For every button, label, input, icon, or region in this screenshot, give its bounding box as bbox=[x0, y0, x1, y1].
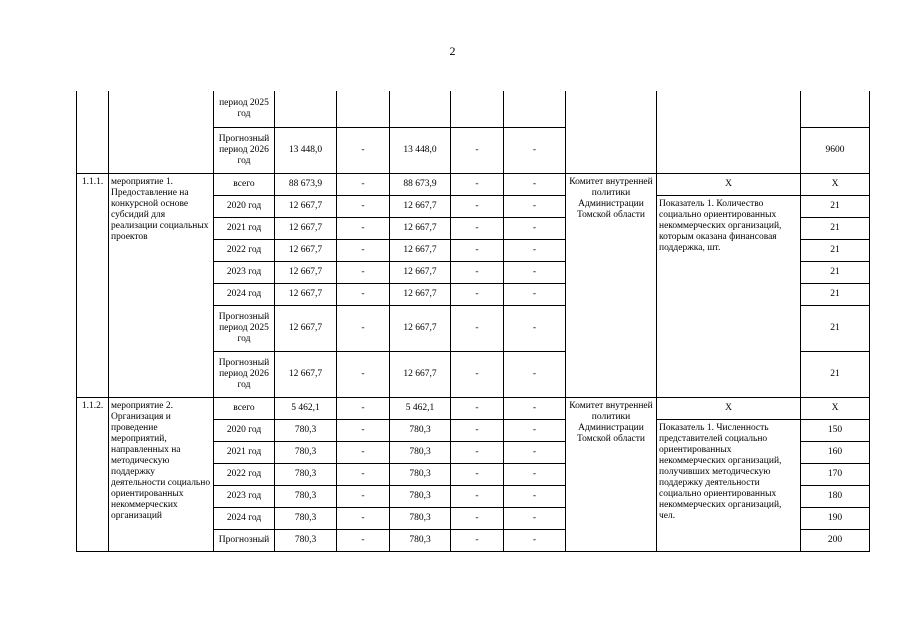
cell-executor: Комитет внутренней политики Администрации Томской области bbox=[566, 173, 657, 397]
cell-target: 190 bbox=[801, 507, 870, 529]
cell-other: - bbox=[504, 441, 566, 463]
cell-other: - bbox=[504, 127, 566, 173]
cell-loc: - bbox=[451, 239, 504, 261]
cell-indicator: Показатель 1. Количество социально ориентированных некоммерческих организаций, которым оказана финансовая поддержка, шт. bbox=[657, 195, 801, 397]
cell-period: 2024 год bbox=[214, 283, 275, 305]
cell-total: 12 667,7 bbox=[275, 239, 337, 261]
cell-indicator-header: Х bbox=[657, 397, 801, 419]
cell-total: 12 667,7 bbox=[275, 305, 337, 351]
cell-total bbox=[275, 91, 337, 127]
cell-reg: 5 462,1 bbox=[390, 397, 451, 419]
cell-fed: - bbox=[337, 507, 390, 529]
cell-total: 12 667,7 bbox=[275, 217, 337, 239]
cell-reg: 780,3 bbox=[390, 463, 451, 485]
cell-other: - bbox=[504, 283, 566, 305]
cell-name: мероприятие 1. Предоставление на конкурсной основе субсидий для реализации социальных проектов bbox=[109, 173, 214, 397]
cell-period: 2022 год bbox=[214, 463, 275, 485]
cell-fed: - bbox=[337, 283, 390, 305]
cell-reg: 12 667,7 bbox=[390, 217, 451, 239]
cell-loc: - bbox=[451, 283, 504, 305]
cell-fed: - bbox=[337, 351, 390, 397]
cell-period: 2020 год bbox=[214, 419, 275, 441]
cell-period: Прогнозный bbox=[214, 529, 275, 551]
cell-target: 21 bbox=[801, 283, 870, 305]
cell-other bbox=[504, 91, 566, 127]
cell-fed: - bbox=[337, 127, 390, 173]
cell-target: 21 bbox=[801, 261, 870, 283]
cell-period: Прогнозный период 2026 год bbox=[214, 127, 275, 173]
table-row bbox=[77, 397, 870, 419]
cell-total: 780,3 bbox=[275, 529, 337, 551]
cell-target: 9600 bbox=[801, 127, 870, 173]
program-table bbox=[76, 91, 870, 552]
cell-reg: 780,3 bbox=[390, 507, 451, 529]
cell-loc: - bbox=[451, 507, 504, 529]
cell-total: 5 462,1 bbox=[275, 397, 337, 419]
cell-loc: - bbox=[451, 463, 504, 485]
cell-other: - bbox=[504, 217, 566, 239]
cell-target: 21 bbox=[801, 195, 870, 217]
cell-period: 2023 год bbox=[214, 261, 275, 283]
cell-period: Прогнозный период 2026 год bbox=[214, 351, 275, 397]
cell-period: 2021 год bbox=[214, 217, 275, 239]
cell-total: 780,3 bbox=[275, 485, 337, 507]
cell-period: всего bbox=[214, 173, 275, 195]
cell-target: Х bbox=[801, 397, 870, 419]
cell-target: 21 bbox=[801, 239, 870, 261]
cell-other: - bbox=[504, 463, 566, 485]
cell-target: 150 bbox=[801, 419, 870, 441]
cell-total: 12 667,7 bbox=[275, 195, 337, 217]
cell-other: - bbox=[504, 529, 566, 551]
cell-period: период 2025 год bbox=[214, 91, 275, 127]
cell-period: 2021 год bbox=[214, 441, 275, 463]
cell-fed: - bbox=[337, 173, 390, 195]
cell-reg: 780,3 bbox=[390, 441, 451, 463]
cell-other: - bbox=[504, 305, 566, 351]
cell-fed bbox=[337, 91, 390, 127]
cell-fed: - bbox=[337, 239, 390, 261]
cell-target: 160 bbox=[801, 441, 870, 463]
cell-loc: - bbox=[451, 217, 504, 239]
cell-other: - bbox=[504, 261, 566, 283]
cell-fed: - bbox=[337, 485, 390, 507]
cell-target bbox=[801, 91, 870, 127]
table-row bbox=[77, 173, 870, 195]
cell-period: 2024 год bbox=[214, 507, 275, 529]
cell-indicator-header: Х bbox=[657, 173, 801, 195]
cell-period: всего bbox=[214, 397, 275, 419]
cell-other: - bbox=[504, 173, 566, 195]
cell-loc: - bbox=[451, 485, 504, 507]
cell-reg: 12 667,7 bbox=[390, 239, 451, 261]
page-number: 2 bbox=[449, 44, 456, 58]
cell-indicator bbox=[657, 91, 801, 173]
cell-loc: - bbox=[451, 351, 504, 397]
cell-target: 21 bbox=[801, 351, 870, 397]
cell-loc: - bbox=[451, 173, 504, 195]
cell-reg: 780,3 bbox=[390, 529, 451, 551]
cell-total: 12 667,7 bbox=[275, 283, 337, 305]
cell-reg: 12 667,7 bbox=[390, 195, 451, 217]
cell-total: 13 448,0 bbox=[275, 127, 337, 173]
cell-num: 1.1.2. bbox=[77, 397, 109, 551]
cell-other: - bbox=[504, 397, 566, 419]
cell-loc: - bbox=[451, 305, 504, 351]
cell-total: 88 673,9 bbox=[275, 173, 337, 195]
cell-fed: - bbox=[337, 441, 390, 463]
cell-loc: - bbox=[451, 419, 504, 441]
cell-reg: 12 667,7 bbox=[390, 351, 451, 397]
cell-reg: 13 448,0 bbox=[390, 127, 451, 173]
cell-loc bbox=[451, 91, 504, 127]
cell-period: 2022 год bbox=[214, 239, 275, 261]
cell-num: 1.1.1. bbox=[77, 173, 109, 397]
cell-total: 12 667,7 bbox=[275, 351, 337, 397]
cell-fed: - bbox=[337, 305, 390, 351]
cell-target: 21 bbox=[801, 305, 870, 351]
cell-name: мероприятие 2. Организация и проведение мероприятий, направленных на методическую поддержку деятельности социально ориентированных некоммерческих организаций bbox=[109, 397, 214, 551]
cell-target: Х bbox=[801, 173, 870, 195]
cell-reg: 12 667,7 bbox=[390, 305, 451, 351]
cell-fed: - bbox=[337, 529, 390, 551]
cell-other: - bbox=[504, 419, 566, 441]
cell-fed: - bbox=[337, 397, 390, 419]
cell-reg: 780,3 bbox=[390, 485, 451, 507]
cell-executor: Комитет внутренней политики Администрации Томской области bbox=[566, 397, 657, 551]
cell-total: 780,3 bbox=[275, 419, 337, 441]
cell-period: 2023 год bbox=[214, 485, 275, 507]
cell-indicator: Показатель 1. Численность представителей социально ориентированных некоммерческих организаций, получивших методическую поддержку деятельности социально ориентированных некоммерческих организаций, чел. bbox=[657, 419, 801, 551]
cell-total: 12 667,7 bbox=[275, 261, 337, 283]
cell-total: 780,3 bbox=[275, 507, 337, 529]
cell-other: - bbox=[504, 195, 566, 217]
cell-target: 21 bbox=[801, 217, 870, 239]
cell-loc: - bbox=[451, 261, 504, 283]
cell-loc: - bbox=[451, 127, 504, 173]
cell-total: 780,3 bbox=[275, 441, 337, 463]
cell-reg: 780,3 bbox=[390, 419, 451, 441]
cell-num bbox=[77, 91, 109, 173]
cell-other: - bbox=[504, 351, 566, 397]
cell-executor bbox=[566, 91, 657, 173]
cell-target: 200 bbox=[801, 529, 870, 551]
cell-total: 780,3 bbox=[275, 463, 337, 485]
cell-fed: - bbox=[337, 261, 390, 283]
cell-loc: - bbox=[451, 397, 504, 419]
cell-other: - bbox=[504, 239, 566, 261]
cell-target: 170 bbox=[801, 463, 870, 485]
cell-fed: - bbox=[337, 217, 390, 239]
cell-fed: - bbox=[337, 463, 390, 485]
cell-reg: 88 673,9 bbox=[390, 173, 451, 195]
cell-fed: - bbox=[337, 195, 390, 217]
table-row bbox=[77, 91, 870, 127]
cell-reg: 12 667,7 bbox=[390, 283, 451, 305]
cell-loc: - bbox=[451, 529, 504, 551]
cell-reg bbox=[390, 91, 451, 127]
cell-fed: - bbox=[337, 419, 390, 441]
cell-loc: - bbox=[451, 441, 504, 463]
cell-period: Прогнозный период 2025 год bbox=[214, 305, 275, 351]
cell-reg: 12 667,7 bbox=[390, 261, 451, 283]
cell-other: - bbox=[504, 485, 566, 507]
cell-other: - bbox=[504, 507, 566, 529]
cell-loc: - bbox=[451, 195, 504, 217]
cell-target: 180 bbox=[801, 485, 870, 507]
cell-name bbox=[109, 91, 214, 173]
cell-period: 2020 год bbox=[214, 195, 275, 217]
